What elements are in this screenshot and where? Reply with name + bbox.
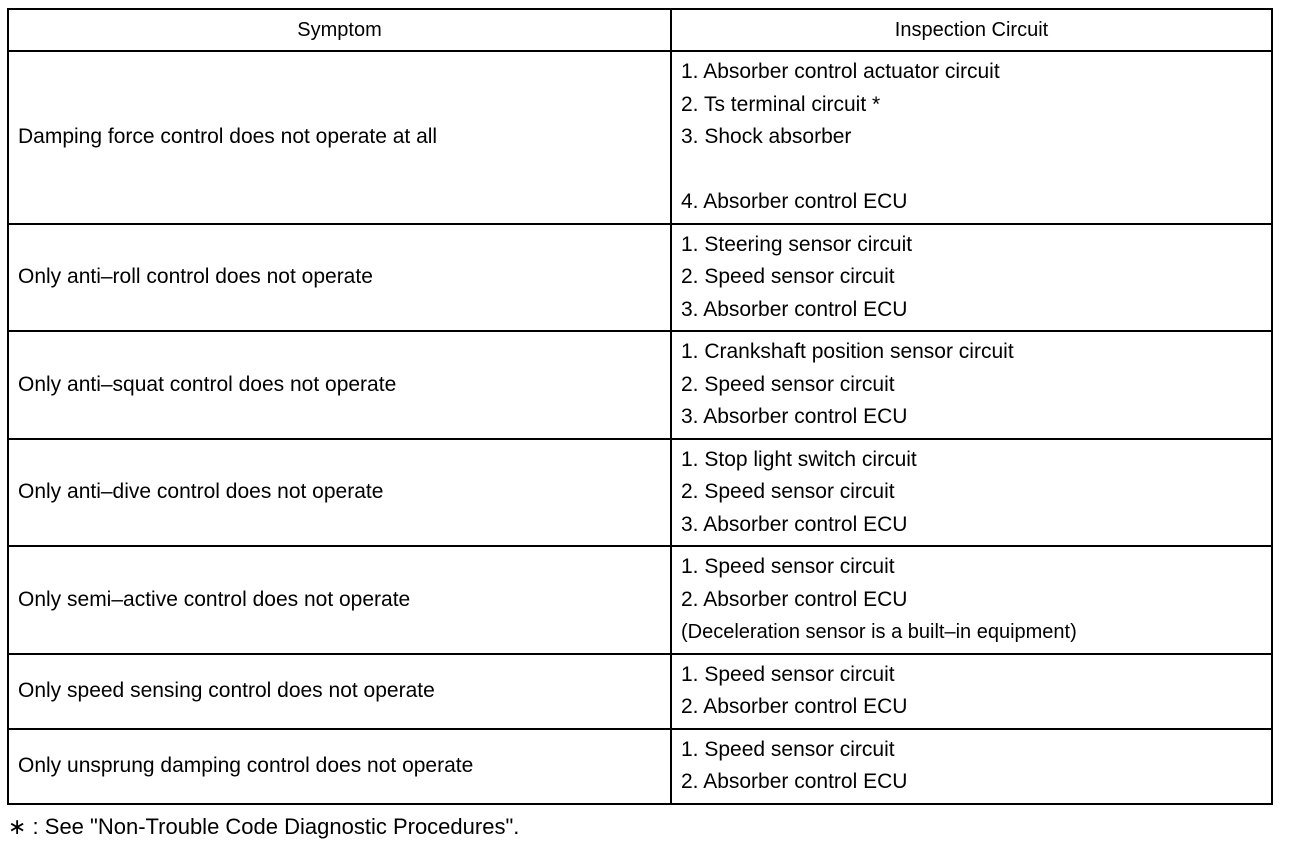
circuit-item: 3. Absorber control ECU [681,405,908,428]
symptom-table [7,8,1273,805]
circuit-item: 1. Absorber control actuator circuit [681,60,1000,83]
circuit-item: 3. Absorber control ECU [681,297,908,321]
table-row [8,331,1272,439]
circuit-cell [671,654,1272,729]
circuit-item: 2. Speed sensor circuit [681,265,895,288]
circuit-item: 3. Absorber control ECU [681,512,908,536]
circuit-item: 4. Absorber control ECU [681,190,908,213]
circuit-item: 2. Ts terminal circuit * [681,92,881,116]
circuit-item: 1. Crankshaft position sensor circuit [681,340,1014,363]
symptom-header: Symptom [8,9,671,51]
circuit-item: 2. Speed sensor circuit [681,480,895,503]
circuit-item: 2. Speed sensor circuit [681,372,895,396]
circuit-item: 1. Steering sensor circuit [681,232,913,256]
circuit-item: 1. Stop light switch circuit [681,447,917,471]
inspection-circuit-header: Inspection Circuit [671,9,1272,51]
symptom-cell: Only unsprung damping control does not operate [8,729,671,804]
header-row [8,9,1272,51]
footnote: ∗ : See "Non-Trouble Code Diagnostic Procedures". [8,814,520,839]
circuit-item: 1. Speed sensor circuit [681,555,895,578]
table-row [8,439,1272,547]
circuit-item-blank [681,154,1271,187]
table-row [8,51,1272,224]
table-row [8,546,1272,654]
circuit-note: (Deceleration sensor is a built–in equipment) [681,621,1077,643]
circuit-item: 3. Shock absorber [681,125,852,148]
symptom-cell: Only semi–active control does not operate [8,546,671,654]
symptom-cell: Only anti–roll control does not operate [8,224,671,332]
circuit-cell [671,331,1272,439]
circuit-cell [671,439,1272,547]
circuit-cell [671,546,1272,654]
symptom-cell: Only speed sensing control does not operate [8,654,671,729]
table-row [8,729,1272,804]
diagnostic-table-container [7,8,1271,805]
circuit-item: 1. Speed sensor circuit [681,662,895,686]
circuit-cell [671,224,1272,332]
circuit-item: 1. Speed sensor circuit [681,737,895,761]
symptom-cell: Only anti–squat control does not operate [8,331,671,439]
circuit-item: 2. Absorber control ECU [681,770,908,793]
circuit-item: 2. Absorber control ECU [681,695,908,718]
circuit-item: 2. Absorber control ECU [681,587,908,611]
circuit-cell [671,51,1272,224]
table-row [8,224,1272,332]
circuit-cell [671,729,1272,804]
table-row [8,654,1272,729]
symptom-cell: Only anti–dive control does not operate [8,439,671,547]
symptom-cell: Damping force control does not operate at all [8,51,671,224]
